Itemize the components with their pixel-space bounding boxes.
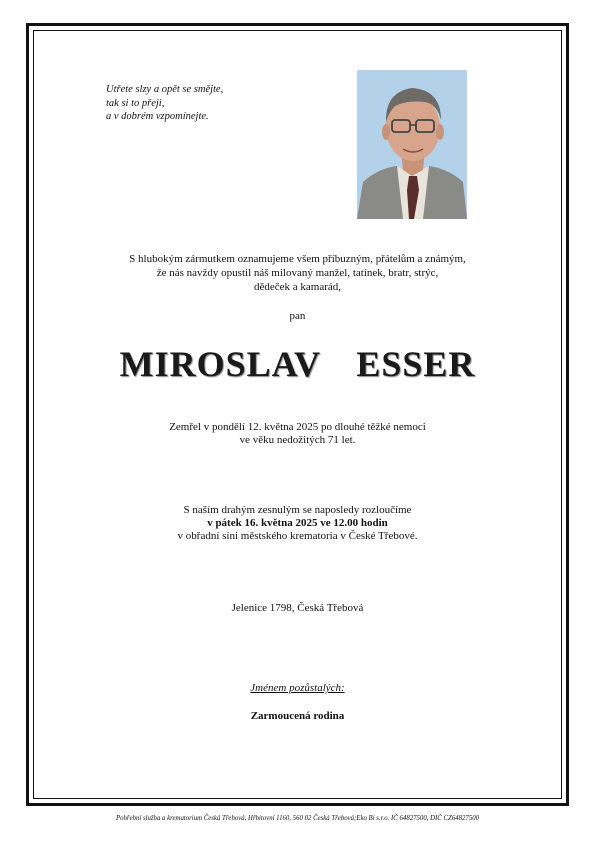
- on-behalf-label: Jménem pozůstalých:: [250, 682, 345, 694]
- announcement-line: S hlubokým zármutkem oznamujeme všem příbuzným, přátelům a známým,: [129, 253, 466, 265]
- announcement-line: že nás navždy opustil náš milovaný manžel, tatínek, bratr, strýc,: [156, 267, 439, 279]
- footer-funeral-service: Pohřební služba a krematorium Česká Třebová, Hřbitovní 1160, 560 02 Česká Třebová;Eko Bi s.r.o. IČ 64827500, DIČ CZ64827500: [115, 815, 480, 822]
- portrait-photo: [357, 70, 467, 219]
- funeral-line: S naším drahým zesnulým se naposledy rozloučíme: [183, 504, 412, 516]
- death-notice: [0, 421, 595, 447]
- announcement: [0, 252, 595, 294]
- funeral-info: [0, 504, 595, 543]
- death-line: ve věku nedožitých 71 let.: [239, 434, 356, 446]
- poem-line: tak si to přeji,: [106, 97, 165, 109]
- portrait-illustration: [357, 70, 467, 219]
- address: Jelenice 1798, Česká Třebová: [231, 602, 364, 614]
- poem: [106, 83, 223, 124]
- funeral-date: v pátek 16. května 2025 ve 12.00 hodin: [207, 517, 388, 529]
- honorific: pan: [289, 310, 306, 322]
- deceased-name: MIROSLAV ESSER: [119, 344, 476, 384]
- death-line: Zemřel v pondělí 12. května 2025 po dlouhé těžké nemoci: [169, 421, 426, 433]
- poem-line: a v dobrém vzpomínejte.: [106, 111, 209, 122]
- poem-line: Utřete slzy a opět se smějte,: [106, 84, 224, 95]
- family-signature: Zarmoucená rodina: [250, 710, 345, 722]
- funeral-place: v obřadní síni městského krematoria v České Třebové.: [177, 530, 418, 542]
- announcement-line: dědeček a kamarád,: [253, 281, 342, 293]
